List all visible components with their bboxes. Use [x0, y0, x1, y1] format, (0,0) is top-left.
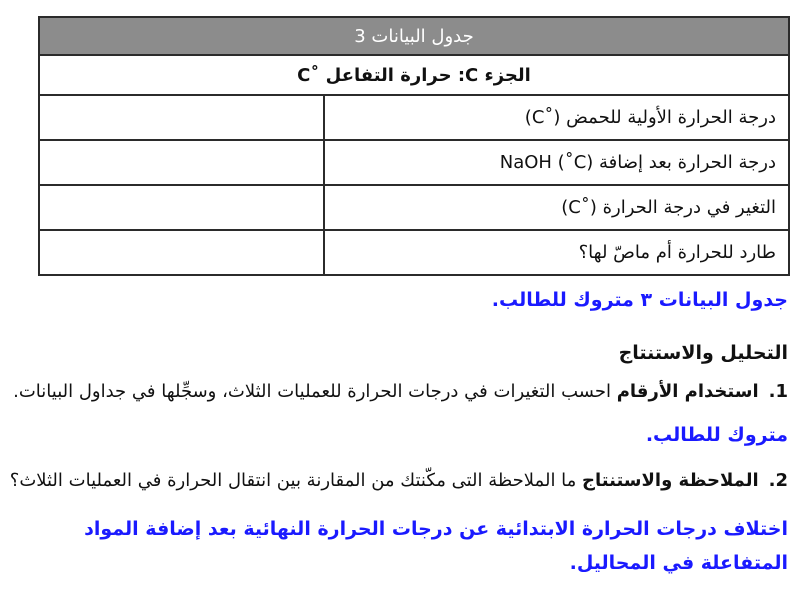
question-number: 1.: [768, 381, 788, 402]
row-label-initial-acid-temp: درجة الحرارة الأولية للحمض (˚C): [324, 95, 789, 140]
question-keyword: الملاحظة والاستنتاج: [582, 470, 759, 491]
table-part-row: [39, 55, 789, 95]
question-keyword: استخدام الأرقام: [616, 381, 759, 402]
question-2: [10, 470, 788, 491]
data-table-3: [38, 16, 790, 276]
row-value-temp-change: [39, 185, 324, 230]
table-row: [39, 140, 789, 185]
row-label-temp-change: التغير في درجة الحرارة (˚C): [324, 185, 789, 230]
table-caption-answer: جدول البيانات ٣ متروك للطالب.: [491, 289, 788, 311]
table-part-label: الجزء C: حرارة التفاعل ˚C: [39, 55, 789, 95]
table-title-row: [39, 17, 789, 55]
question-text: احسب التغيرات في درجات الحرارة للعمليات الثلاث، وسجِّلها في جداول البيانات.: [13, 381, 611, 402]
row-value-exo-endo: [39, 230, 324, 275]
question-text: ما الملاحظة التى مكّنتك من المقارنة بين انتقال الحرارة في العمليات الثلاث؟: [9, 470, 577, 491]
question-1: [13, 381, 788, 402]
row-label-exo-endo: طارد للحرارة أم ماصّ لها؟: [324, 230, 789, 275]
section-heading: التحليل والاستنتاج: [618, 342, 788, 364]
answer-1: متروك للطالب.: [645, 424, 788, 446]
question-number: 2.: [768, 470, 788, 491]
table-row: [39, 95, 789, 140]
row-value-initial-acid-temp: [39, 95, 324, 140]
table-row: [39, 185, 789, 230]
answer-2: اختلاف درجات الحرارة الابتدائية عن درجات الحرارة النهائية بعد إضافة المواد المتفاعلة في المحاليل.: [84, 518, 788, 574]
table-title: جدول البيانات 3: [39, 17, 789, 55]
table-row: [39, 230, 789, 275]
row-label-temp-after-naoh: درجة الحرارة بعد إضافة NaOH (˚C): [324, 140, 789, 185]
row-value-temp-after-naoh: [39, 140, 324, 185]
